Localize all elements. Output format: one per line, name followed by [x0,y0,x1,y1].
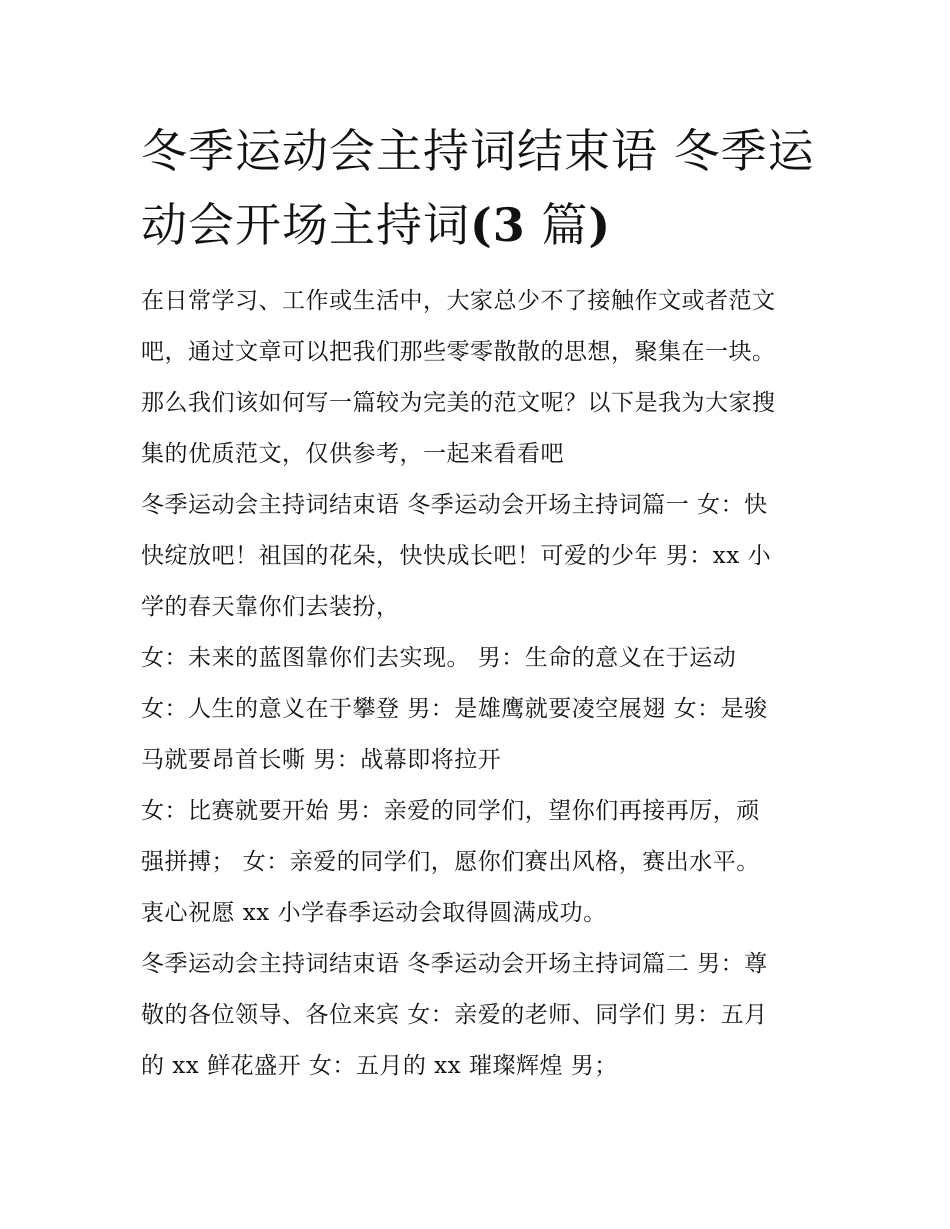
title-count-open: (3 [470,198,526,252]
body-line: 吧，通过文章可以把我们那些零零散散的思想，聚集在一块。 [141,339,776,365]
body-line: 冬季运动会主持词结束语 冬季运动会开场主持词篇一 女：快 [141,492,768,518]
title-count-close: ) [588,198,612,252]
body-line: 在日常学习、工作或生活中，大家总少不了接触作文或者范文 [141,288,776,314]
body-line: 那么我们该如何写一篇较为完美的范文呢？以下是我为大家搜 [141,390,776,416]
body-line: 女：未来的蓝图靠你们去实现。 男：生命的意义在于运动 [141,645,737,671]
body-line: 学的春天靠你们去装扮， [141,594,400,620]
body-line: 的 xx 鲜花盛开 女：五月的 xx 璀璨辉煌 男； [141,1053,618,1079]
body-line: 女：人生的意义在于攀登 男：是雄鹰就要凌空展翅 女：是骏 [141,696,768,722]
body-line: 集的优质范文，仅供参考，一起来看看吧 [141,441,564,467]
document-title [141,114,821,262]
body-line: 马就要昂首长嘶 男：战幕即将拉开 [141,747,502,773]
document-body [141,276,821,1092]
title-text: 冬季运动会主持词结束语 冬季运动会开场主持词 [141,124,815,252]
body-line: 衷心祝愿 xx 小学春季运动会取得圆满成功。 [141,900,607,926]
body-line: 冬季运动会主持词结束语 冬季运动会开场主持词篇二 男：尊 [141,951,768,977]
body-line: 快绽放吧！祖国的花朵，快快成长吧！可爱的少年 男：xx 小 [141,543,772,569]
title-count-unit: 篇 [525,198,589,252]
body-line: 女：比赛就要开始 男：亲爱的同学们，望你们再接再厉，顽 [141,798,760,824]
body-line: 强拼搏； 女：亲爱的同学们，愿你们赛出风格，赛出水平。 [141,849,760,875]
body-line: 敬的各位领导、各位来宾 女：亲爱的老师、同学们 男：五月 [141,1002,768,1028]
